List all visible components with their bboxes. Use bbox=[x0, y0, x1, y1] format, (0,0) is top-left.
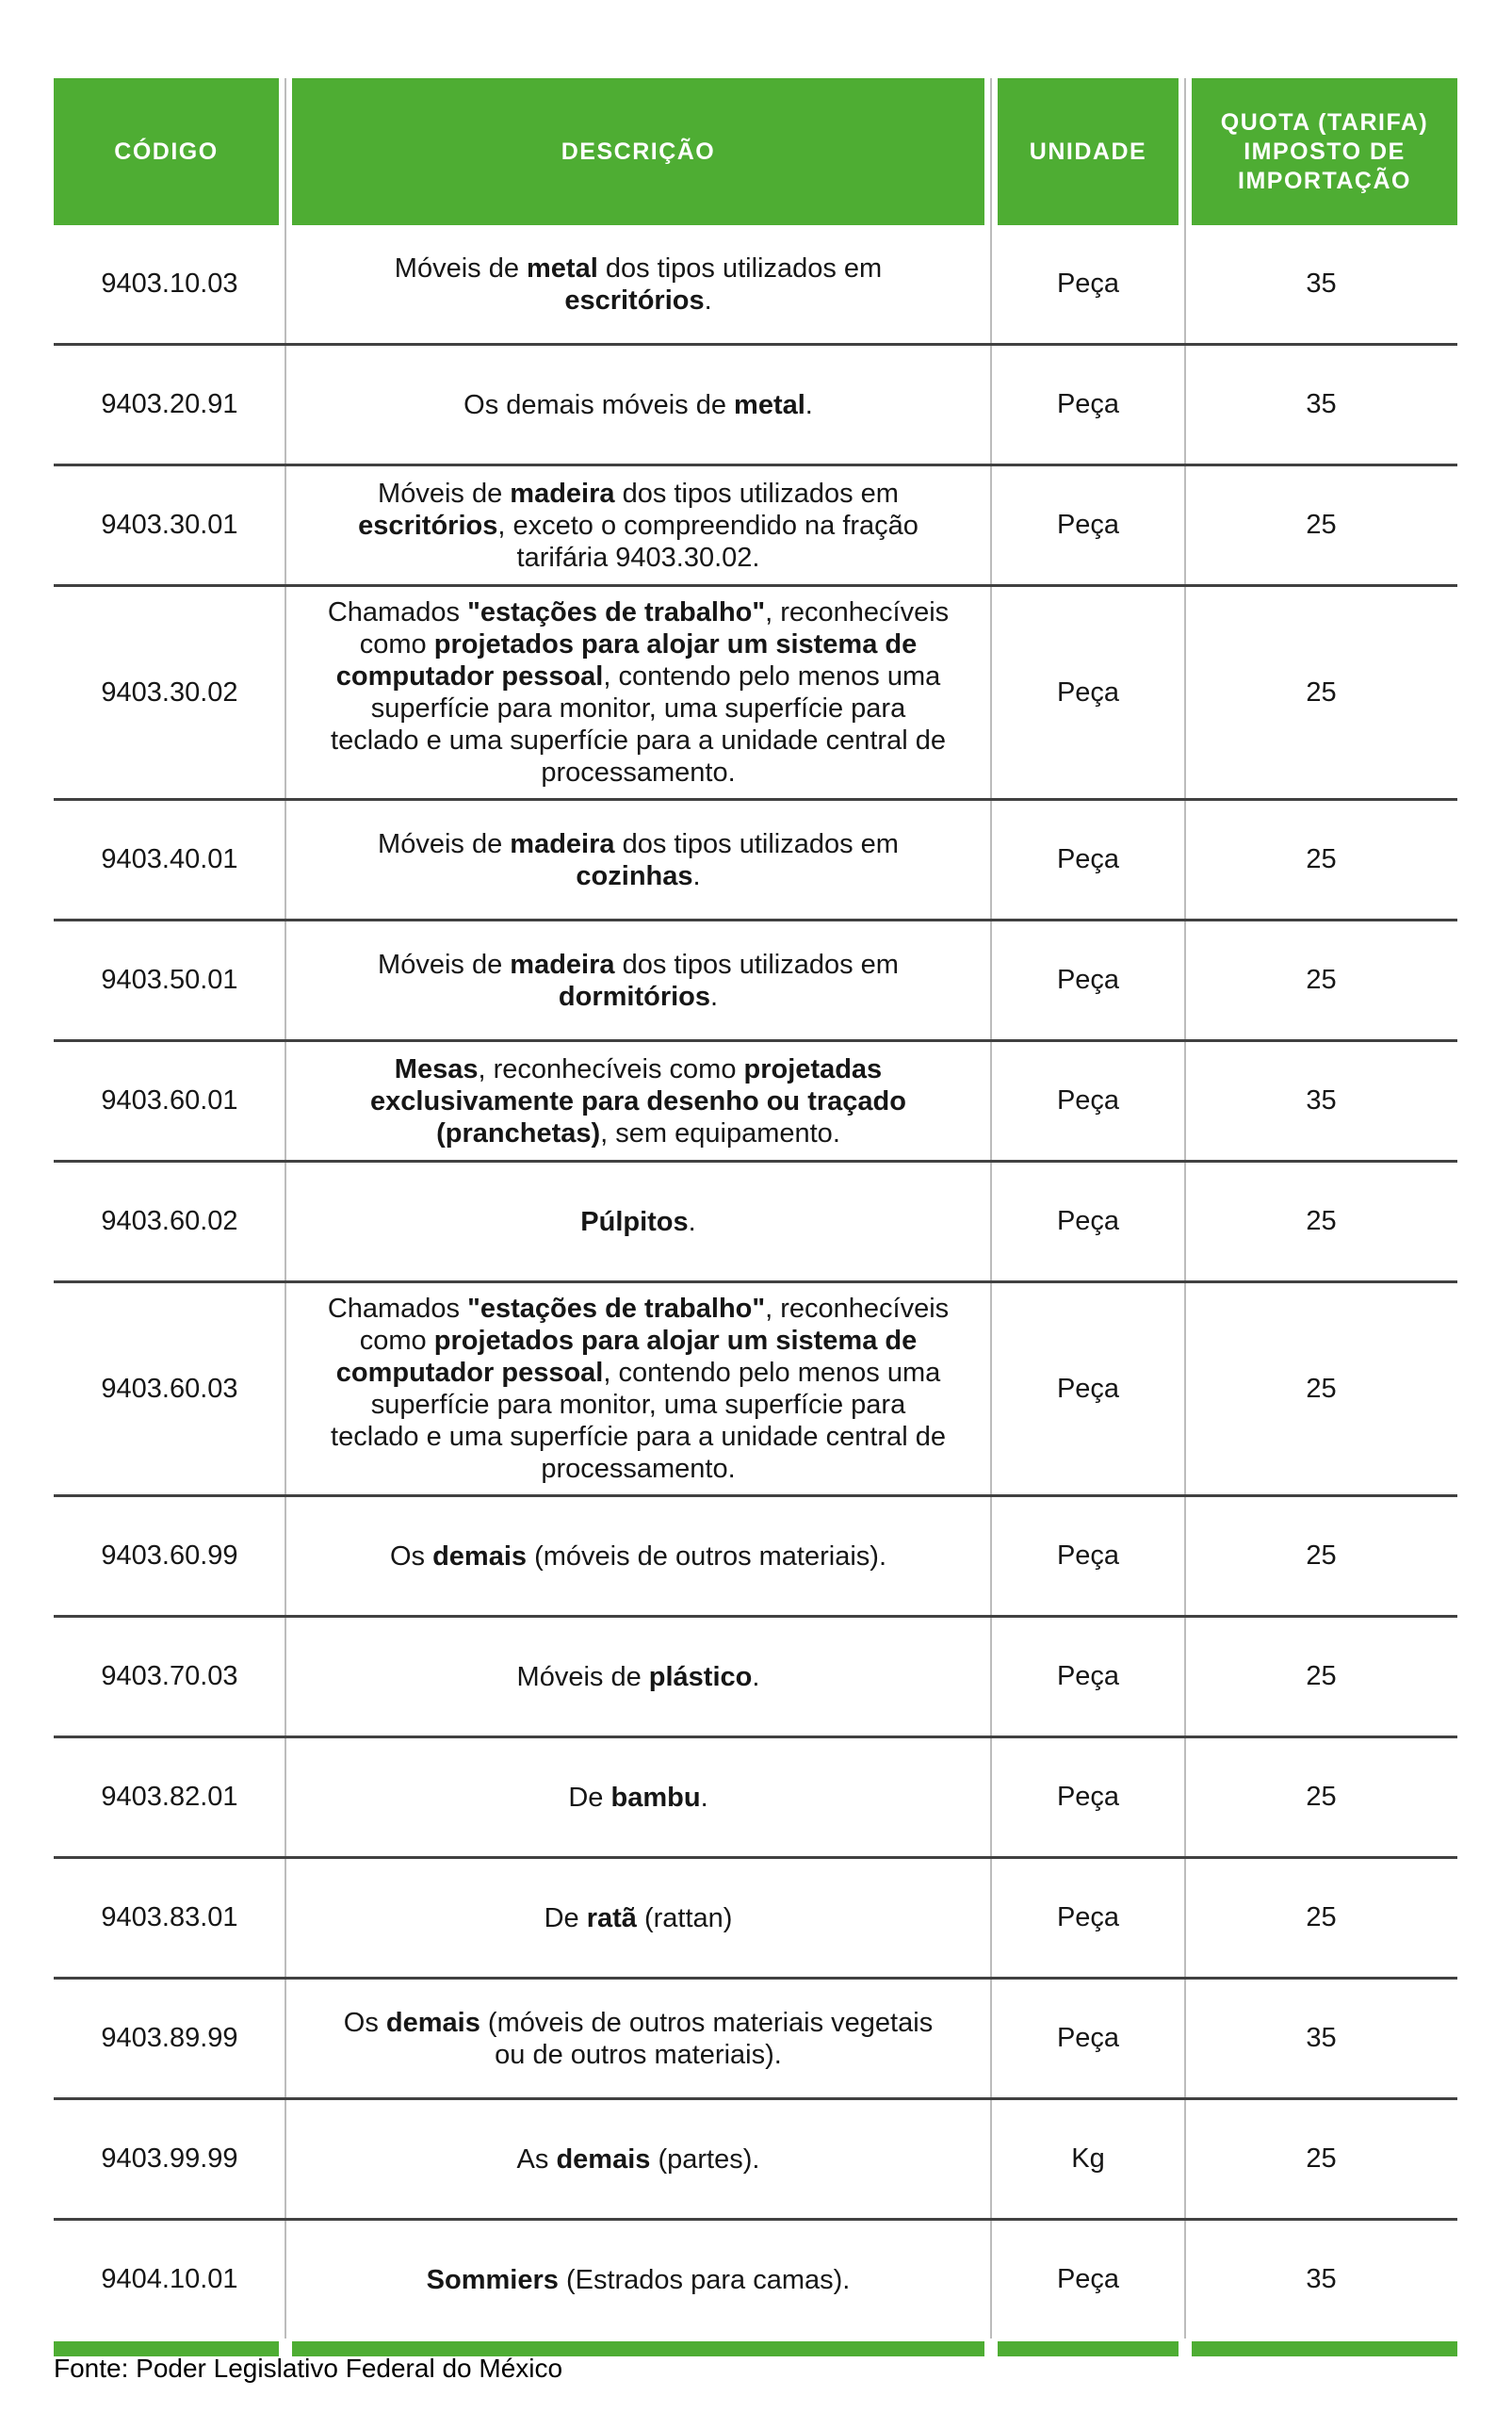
quota-cell: 25 bbox=[1306, 1206, 1337, 1236]
table-rows-container bbox=[54, 225, 1457, 2339]
code-cell: 9403.60.02 bbox=[101, 1206, 238, 1236]
quota-cell: 35 bbox=[1306, 389, 1337, 419]
code-cell: 9403.99.99 bbox=[101, 2143, 238, 2174]
table-row bbox=[54, 1163, 1457, 1283]
header-cell-quota: QUOTA (TARIFA) IMPOSTO DE IMPORTAÇÃO bbox=[1192, 78, 1457, 225]
table-grid-area bbox=[54, 78, 1457, 2339]
unit-cell: Peça bbox=[1056, 269, 1120, 299]
table-row bbox=[54, 801, 1457, 921]
code-cell: 9403.20.91 bbox=[101, 389, 238, 419]
unit-cell: Peça bbox=[1056, 1085, 1120, 1116]
green-bar-unidade bbox=[998, 2341, 1179, 2356]
green-bar-quota bbox=[1192, 2341, 1457, 2356]
table-row bbox=[54, 2221, 1457, 2339]
code-cell: 9403.83.01 bbox=[101, 1902, 238, 1932]
unit-cell: Peça bbox=[1056, 510, 1120, 540]
code-cell: 9404.10.01 bbox=[101, 2264, 238, 2294]
quota-cell: 25 bbox=[1306, 676, 1337, 708]
code-cell: 9403.89.99 bbox=[101, 2023, 238, 2053]
code-cell: 9403.30.01 bbox=[101, 510, 238, 540]
description-cell: Móveis de madeira dos tipos utilizados em dormitórios. bbox=[378, 949, 899, 1012]
code-cell: 9403.82.01 bbox=[101, 1782, 238, 1812]
table-row bbox=[54, 1859, 1457, 1980]
table-row bbox=[54, 1497, 1457, 1618]
unit-cell: Peça bbox=[1056, 965, 1120, 995]
unit-cell: Peça bbox=[1056, 676, 1120, 708]
description-cell: De bambu. bbox=[568, 1782, 708, 1813]
code-cell: 9403.60.99 bbox=[101, 1540, 238, 1571]
table-row bbox=[54, 225, 1457, 346]
description-cell: Móveis de plástico. bbox=[516, 1661, 760, 1692]
description-cell: Móveis de metal dos tipos utilizados em escritórios. bbox=[394, 253, 883, 316]
description-cell: Mesas, reconhecíveis como projetadas exclusivamente para desenho ou traçado (pranchetas), sem equipamento. bbox=[370, 1053, 906, 1149]
description-cell: Chamados "estações de trabalho", reconhecíveis como projetados para alojar um sistema de computador pessoal, contendo pelo menos uma superfície para monitor, uma superfície para teclado e uma superfície para a unidade central de processamento. bbox=[327, 597, 950, 788]
table-row bbox=[54, 2100, 1457, 2221]
unit-cell: Peça bbox=[1056, 1206, 1120, 1236]
header-cell-unidade: UNIDADE bbox=[998, 78, 1179, 225]
description-cell: Móveis de madeira dos tipos utilizados em cozinhas. bbox=[378, 828, 899, 891]
quota-cell: 25 bbox=[1306, 1661, 1337, 1691]
quota-cell: 35 bbox=[1306, 269, 1337, 299]
description-cell: Púlpitos. bbox=[580, 1206, 696, 1237]
quota-cell: 35 bbox=[1306, 2264, 1337, 2294]
code-cell: 9403.10.03 bbox=[101, 269, 238, 299]
code-cell: 9403.30.02 bbox=[101, 676, 238, 708]
table-row bbox=[54, 1738, 1457, 1859]
unit-cell: Peça bbox=[1056, 1902, 1120, 1932]
table-row bbox=[54, 1283, 1457, 1497]
unit-cell: Peça bbox=[1056, 1540, 1120, 1571]
quota-cell: 25 bbox=[1306, 1373, 1337, 1404]
quota-cell: 25 bbox=[1306, 2143, 1337, 2174]
unit-cell: Peça bbox=[1056, 1661, 1120, 1691]
code-cell: 9403.50.01 bbox=[101, 965, 238, 995]
code-cell: 9403.40.01 bbox=[101, 844, 238, 874]
quota-cell: 25 bbox=[1306, 510, 1337, 540]
table-row bbox=[54, 1042, 1457, 1163]
header-cell-codigo: CÓDIGO bbox=[54, 78, 279, 225]
quota-cell: 35 bbox=[1306, 1085, 1337, 1116]
unit-cell: Peça bbox=[1056, 389, 1120, 419]
description-cell: Sommiers (Estrados para camas). bbox=[426, 2264, 851, 2295]
tariff-table bbox=[54, 78, 1457, 2356]
code-cell: 9403.70.03 bbox=[101, 1661, 238, 1691]
table-row bbox=[54, 466, 1457, 587]
table-row bbox=[54, 921, 1457, 1042]
table-row bbox=[54, 587, 1457, 801]
table-row bbox=[54, 346, 1457, 466]
quota-cell: 25 bbox=[1306, 965, 1337, 995]
quota-cell: 25 bbox=[1306, 844, 1337, 874]
quota-cell: 25 bbox=[1306, 1540, 1337, 1571]
code-cell: 9403.60.03 bbox=[101, 1373, 238, 1404]
unit-cell: Peça bbox=[1056, 2264, 1120, 2294]
description-cell: Os demais (móveis de outros materiais vegetais ou de outros materiais). bbox=[343, 2007, 934, 2070]
quota-cell: 25 bbox=[1306, 1782, 1337, 1812]
unit-cell: Peça bbox=[1056, 1782, 1120, 1812]
source-note: Fonte: Poder Legislativo Federal do México bbox=[54, 2354, 563, 2383]
table-row bbox=[54, 1618, 1457, 1738]
header-cell-descricao: DESCRIÇÃO bbox=[292, 78, 984, 225]
code-cell: 9403.60.01 bbox=[101, 1085, 238, 1116]
description-cell: Móveis de madeira dos tipos utilizados em escritórios, exceto o compreendido na fração tarifária 9403.30.02. bbox=[358, 478, 919, 573]
unit-cell: Kg bbox=[1071, 2143, 1105, 2174]
quota-cell: 35 bbox=[1306, 2023, 1337, 2053]
description-cell: Os demais móveis de metal. bbox=[463, 389, 813, 420]
table-header-row bbox=[54, 78, 1457, 225]
unit-cell: Peça bbox=[1056, 2023, 1120, 2053]
quota-cell: 25 bbox=[1306, 1902, 1337, 1932]
unit-cell: Peça bbox=[1056, 844, 1120, 874]
unit-cell: Peça bbox=[1056, 1373, 1120, 1404]
description-cell: Chamados "estações de trabalho", reconhecíveis como projetados para alojar um sistema de computador pessoal, contendo pelo menos uma superfície para monitor, uma superfície para teclado e uma superfície para a unidade central de processamento. bbox=[327, 1294, 950, 1484]
table-row bbox=[54, 1980, 1457, 2100]
description-cell: Os demais (móveis de outros materiais). bbox=[389, 1540, 887, 1572]
description-cell: As demais (partes). bbox=[516, 2143, 760, 2175]
description-cell: De ratã (rattan) bbox=[544, 1902, 733, 1933]
